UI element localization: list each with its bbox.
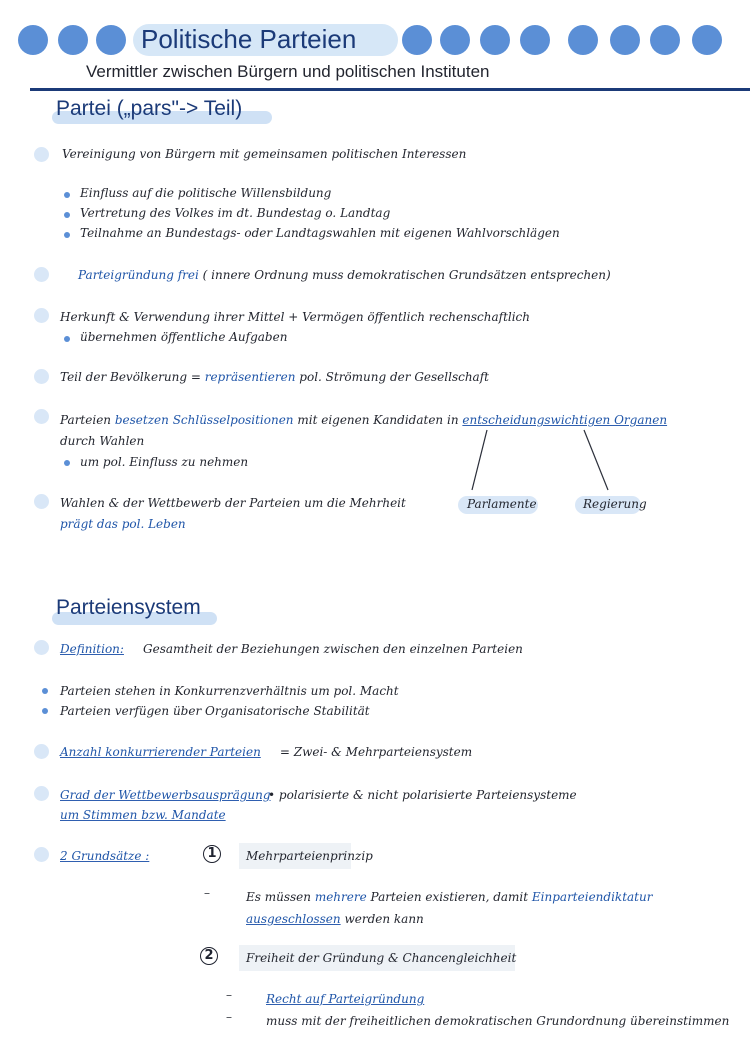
highlight-text: Einparteiendiktatur — [531, 890, 653, 904]
note-line — [246, 890, 652, 904]
dash: – — [226, 1010, 232, 1024]
sub-bullet — [42, 688, 48, 694]
label-text: 2 Grundsätze : — [60, 849, 150, 863]
highlight-text: entscheidungswichtigen Organen — [462, 413, 668, 427]
highlight-text: besetzen Schlüsselpositionen — [114, 413, 294, 427]
highlight-text: repräsentieren — [204, 370, 296, 384]
note-line: Teilnahme an Bundestags- oder Landtagswahlen mit eigenen Wahlvorschlägen — [80, 226, 560, 240]
note-text: pol. Strömung der Gesellschaft — [299, 370, 489, 384]
organ-regierung: Regierung — [583, 497, 647, 511]
note-text: mit eigenen Kandidaten in — [297, 413, 459, 427]
dash: – — [226, 988, 232, 1002]
organ-parlamente: Parlamente — [467, 497, 537, 511]
note-line — [246, 912, 424, 926]
bullet-bubble — [34, 847, 49, 862]
highlight-text: mehrere — [314, 890, 367, 904]
note-text: Gesamtheit der Beziehungen zwischen den einzelnen Parteien — [143, 642, 523, 656]
dash: – — [204, 886, 210, 900]
number-circle: 1 — [203, 845, 221, 863]
note-line: prägt das pol. Leben — [60, 517, 186, 531]
bullet-bubble — [34, 786, 49, 801]
note-text: ( innere Ordnung muss demokratischen Grundsätzen entsprechen) — [202, 268, 611, 282]
note-text: = Zwei- & Mehrparteiensystem — [279, 745, 473, 759]
note-line: um pol. Einfluss zu nehmen — [80, 455, 249, 469]
note-line: Recht auf Parteigründung — [266, 992, 425, 1006]
highlight-text: ausgeschlossen — [246, 912, 341, 926]
note-line: Parteien stehen in Konkurrenzverhältnis um pol. Macht — [60, 684, 399, 698]
sub-bullet — [42, 708, 48, 714]
note-text: Parteien existieren, damit — [370, 890, 529, 904]
note-line: muss mit der freiheitlichen demokratischen Grundordnung übereinstimmen — [266, 1014, 730, 1028]
note-text: Parteien — [60, 413, 112, 427]
note-line: Herkunft & Verwendung ihrer Mittel + Vermögen öffentlich rechenschaftlich — [60, 310, 531, 324]
note-line: Vertretung des Volkes im dt. Bundestag o. Landtag — [80, 206, 391, 220]
note-line — [60, 745, 472, 759]
bullet-bubble — [34, 494, 49, 509]
label-text: Definition: — [60, 642, 124, 656]
label-text: Grad der Wettbewerbsausprägung — [60, 788, 271, 802]
principle-title: Freiheit der Gründung & Chancengleichheit — [246, 951, 517, 965]
number-circle: 2 — [200, 947, 218, 965]
note-line: durch Wahlen — [60, 434, 145, 448]
note-line: Einfluss auf die politische Willensbildung — [80, 186, 332, 200]
page-title: Politische Parteien — [141, 24, 357, 54]
section-heading-parteiensystem: Parteiensystem — [56, 596, 201, 619]
note-text: werden kann — [344, 912, 424, 926]
note-line: Vereinigung von Bürgern mit gemeinsamen politischen Interessen — [62, 147, 467, 161]
note-line: Wahlen & der Wettbewerb der Parteien um die Mehrheit — [60, 496, 406, 510]
bullet-bubble — [34, 744, 49, 759]
principle-title: Mehrparteienprinzip — [246, 849, 373, 863]
note-line — [60, 642, 523, 656]
label-text: Anzahl konkurrierender Parteien — [60, 745, 261, 759]
note-line: Parteien verfügen über Organisatorische Stabilität — [60, 704, 370, 718]
section-heading-partei: Partei („pars"-> Teil) — [56, 97, 243, 120]
note-line: • polarisierte & nicht polarisierte Parteiensysteme — [268, 788, 577, 802]
note-text: Teil der Bevölkerung = — [60, 370, 201, 384]
note-text: Es müssen — [246, 890, 311, 904]
label-text: um Stimmen bzw. Mandate — [60, 808, 226, 822]
bullet-bubble — [34, 640, 49, 655]
page-subtitle: Vermittler zwischen Bürgern und politischen Instituten — [86, 62, 490, 81]
note-line: übernehmen öffentliche Aufgaben — [80, 330, 288, 344]
highlight-text: Parteigründung frei — [78, 268, 199, 282]
